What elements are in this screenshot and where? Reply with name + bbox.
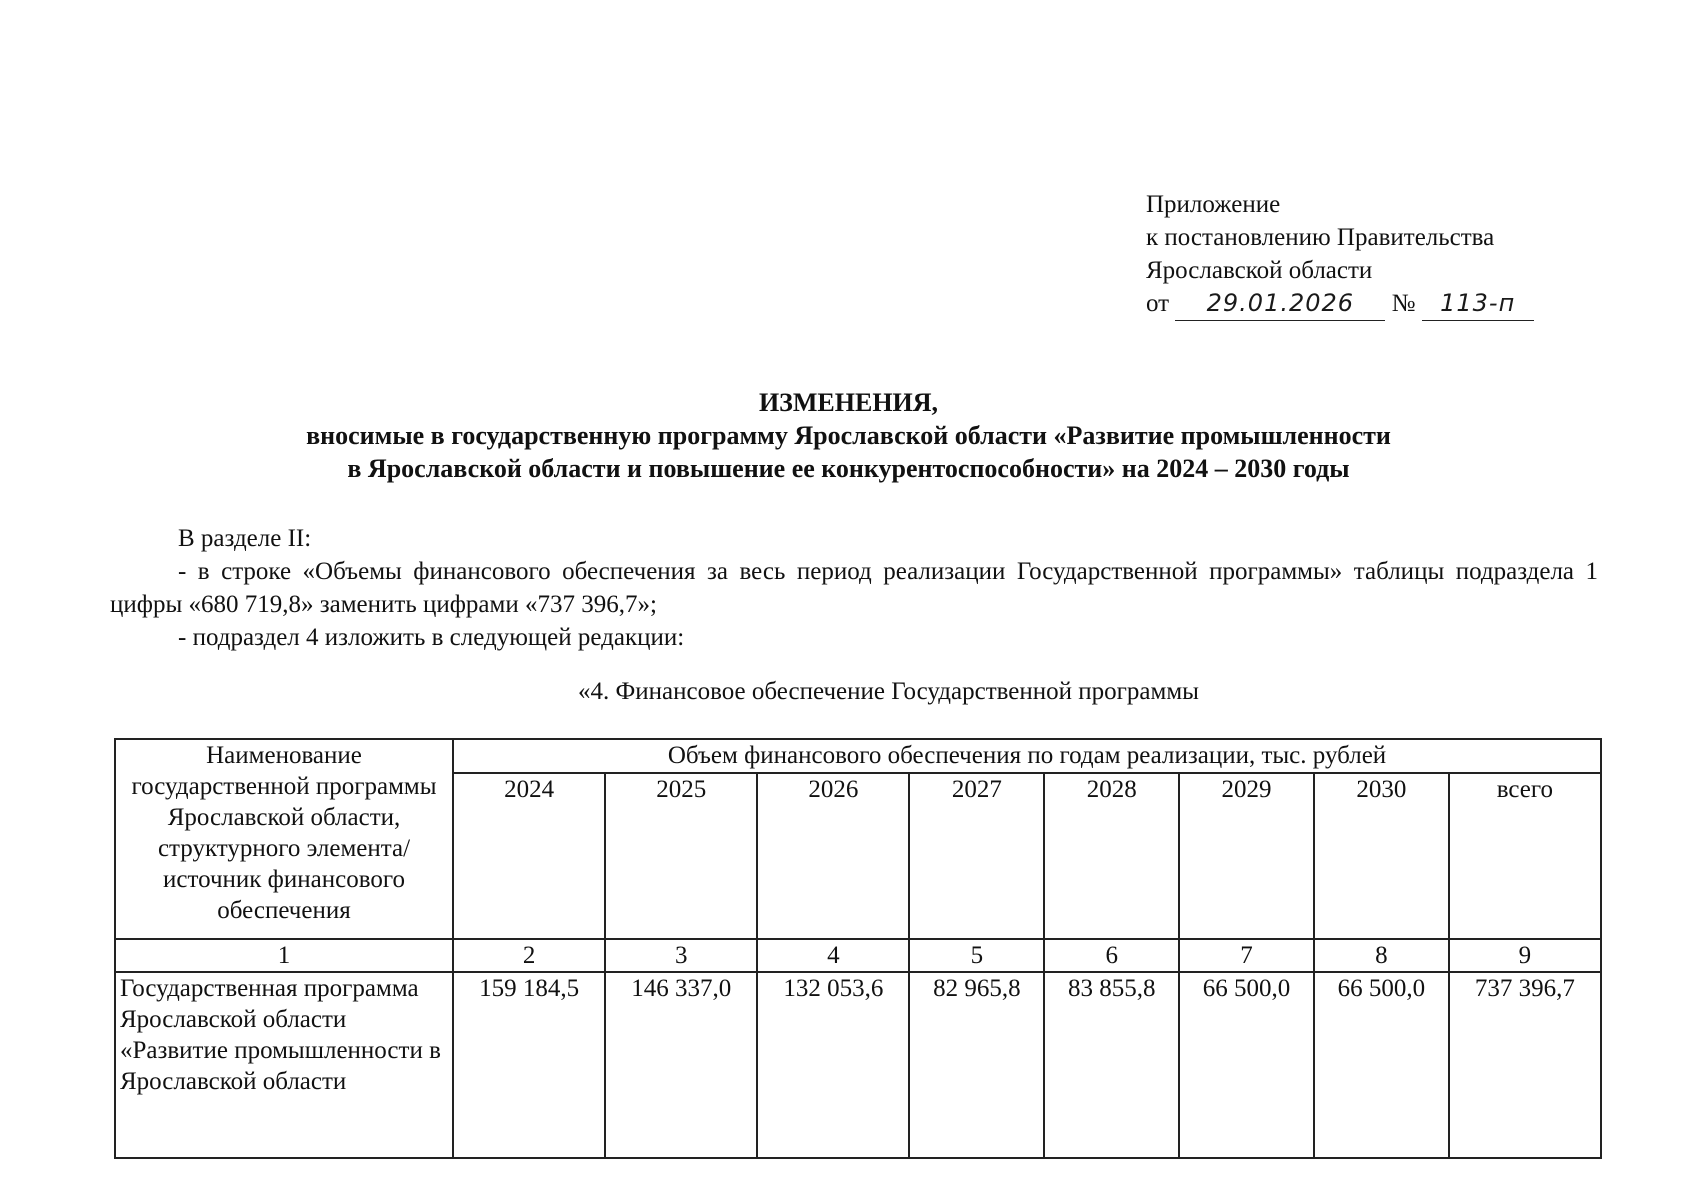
- year-header: 2027: [909, 773, 1044, 940]
- value-cell: 82 965,8: [909, 972, 1044, 1158]
- appendix-block: [1146, 188, 1534, 321]
- column-number: 8: [1314, 939, 1449, 972]
- year-header: 2030: [1314, 773, 1449, 940]
- appendix-date-line: [1146, 287, 1534, 321]
- title-line-2: вносимые в государственную программу Ярославской области «Развитие промышленности: [306, 421, 1391, 450]
- year-header: 2024: [453, 773, 605, 940]
- column-number: 3: [605, 939, 757, 972]
- total-header: всего: [1449, 773, 1601, 940]
- change-item-2: - подраздел 4 изложить в следующей редакции:: [178, 624, 685, 651]
- title-heading: ИЗМЕНЕНИЯ,: [758, 388, 939, 417]
- number-label: №: [1391, 290, 1416, 317]
- appendix-label: Приложение: [1146, 191, 1281, 218]
- column-number-row: [115, 939, 1601, 972]
- value-cell: 132 053,6: [757, 972, 909, 1158]
- value-cell: 159 184,5: [453, 972, 605, 1158]
- column-number: 7: [1179, 939, 1314, 972]
- total-value-cell: 737 396,7: [1449, 972, 1601, 1158]
- column-number: 6: [1044, 939, 1179, 972]
- appendix-region: Ярославской области: [1146, 257, 1373, 284]
- year-header: 2029: [1179, 773, 1314, 940]
- subsection-title: «4. Финансовое обеспечение Государственной программы: [578, 678, 1199, 705]
- financing-table: [114, 738, 1602, 1159]
- document-title: [0, 386, 1697, 485]
- value-cell: 146 337,0: [605, 972, 757, 1158]
- table-header-row: [115, 739, 1601, 773]
- from-label: от: [1146, 290, 1170, 317]
- column-number: 4: [757, 939, 909, 972]
- value-cell: 66 500,0: [1314, 972, 1449, 1158]
- column-number: 9: [1449, 939, 1601, 972]
- handwritten-date: 29.01.2026: [1175, 287, 1385, 321]
- title-line-3: в Ярославской области и повышение ее конкурентоспособности» на 2024 – 2030 годы: [347, 454, 1350, 483]
- column-number: 5: [909, 939, 1044, 972]
- body-text: [110, 522, 1598, 654]
- change-item-1-text: - в строке «Объемы финансового обеспечения за весь период реализации Государственной программы» таблицы подраздела 1 цифры «680 719,8» заменить цифрами «737 396,7»;: [110, 558, 1598, 618]
- value-cell: 66 500,0: [1179, 972, 1314, 1158]
- financing-span-header: Объем финансового обеспечения по годам реализации, тыс. рублей: [453, 739, 1601, 773]
- value-cell: 83 855,8: [1044, 972, 1179, 1158]
- year-header: 2028: [1044, 773, 1179, 940]
- column-number: 1: [115, 939, 453, 972]
- appendix-resolution-ref: к постановлению Правительства: [1146, 224, 1495, 251]
- table-row: [115, 972, 1601, 1158]
- section-intro: В разделе II:: [178, 525, 312, 552]
- change-item-1: [110, 555, 1598, 621]
- year-header: 2025: [605, 773, 757, 940]
- column-number: 2: [453, 939, 605, 972]
- program-name-cell: Государственная программа Ярославской области «Развитие промышленности в Ярославской области: [115, 972, 453, 1158]
- name-column-header: Наименование государственной программы Ярославской области, структурного элемента/ источник финансового обеспечения: [115, 739, 453, 939]
- year-header: 2026: [757, 773, 909, 940]
- handwritten-number: 113-п: [1422, 287, 1534, 321]
